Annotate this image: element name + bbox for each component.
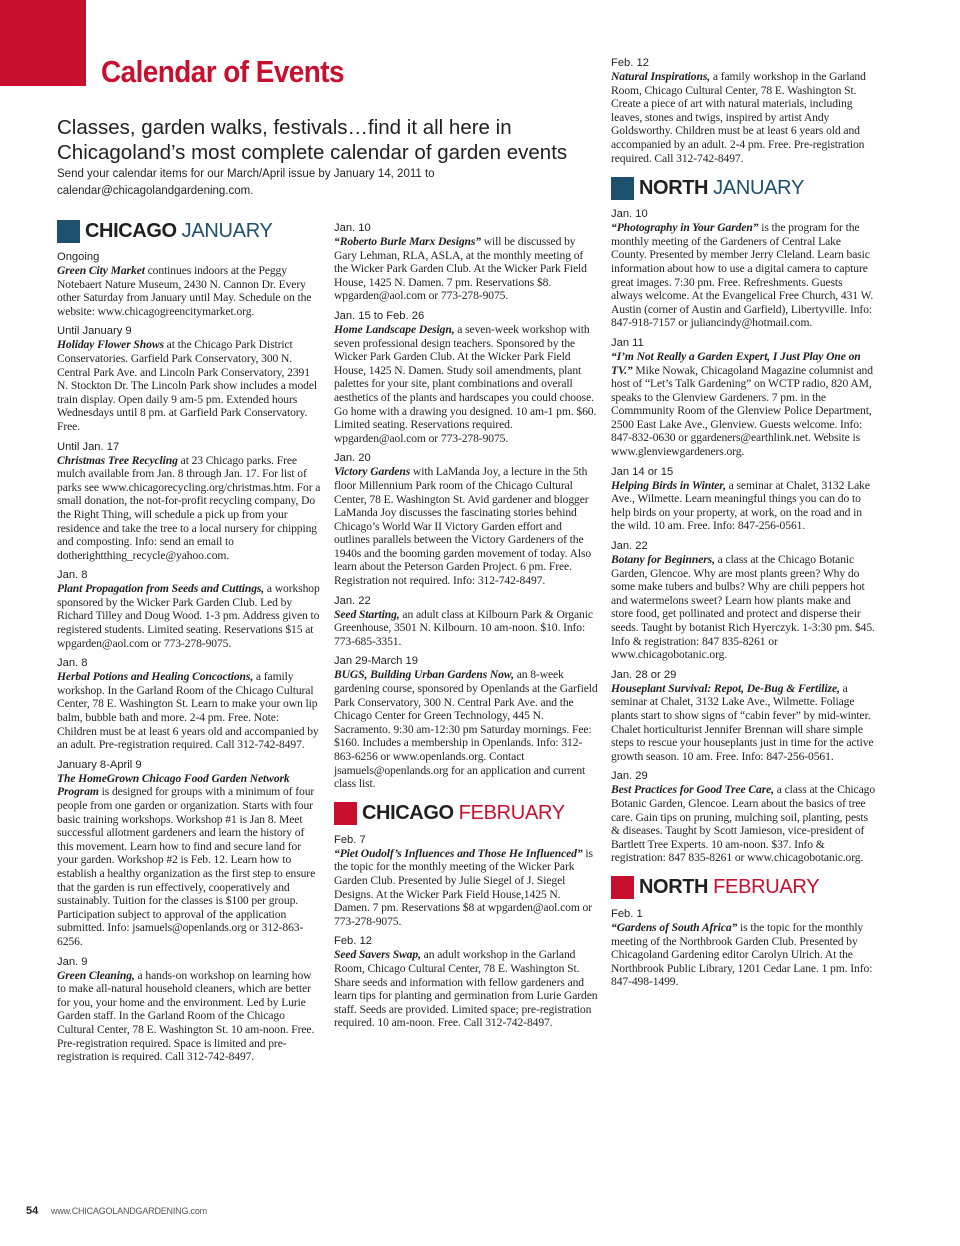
event-item bbox=[334, 833, 598, 929]
event-title: “Photography in Your Garden” bbox=[611, 221, 759, 235]
section-heading-north-january bbox=[611, 175, 875, 201]
event-title: “Piet Oudolf’s Influences and Those He Influenced” bbox=[334, 846, 583, 860]
event-text: with LaManda Joy, a lecture in the 5th floor Millennium Park room of the Chicago Cultural Center, 78 E. Washington St. Avid gardener and blogger LaManda Joy discusses the fascinating stories behind Chicago’s World War II Victory Garden effort and outlines parallels between the Victory Gardeners of the 1940s and the booming garden movement of today. Also learn about the Peterson Garden Project. 6 pm. Free. Registration not required. Info: 312-742-8497. bbox=[334, 465, 592, 588]
event-list bbox=[611, 207, 875, 865]
event-date: Jan 14 or 15 bbox=[611, 465, 674, 478]
event-description bbox=[334, 668, 598, 790]
event-description bbox=[611, 221, 875, 330]
event-item bbox=[334, 654, 598, 790]
submission-note bbox=[57, 166, 577, 200]
event-text: a workshop sponsored by the Wicker Park Garden Club. Led by Richard Tilley and Doug Wood. 1-3 pm. Address given to registered students. Limited seating. Reservations $15 at wpgarden@aol.com or 773-278-9075. bbox=[57, 582, 320, 650]
event-text: is the topic for the monthly meeting of the Wicker Park Garden Club. Presented by Julie Siegel of J. Siegel Designs. At the Wicker Park Field House,1425 N. Damen. 7 pm. Reservations $8 at wpgarden@aol.com or 773-278-9075. bbox=[334, 846, 593, 928]
event-date: Ongoing bbox=[57, 251, 100, 263]
event-item bbox=[57, 250, 321, 318]
event-item bbox=[611, 207, 875, 330]
note-line: Send your calendar items for our March/April issue by January 14, 2011 to bbox=[57, 168, 435, 180]
event-title: Houseplant Survival: Repot, De-Bug & Fertilize, bbox=[611, 681, 840, 695]
subtitle-line: Classes, garden walks, festivals…find it all here in bbox=[57, 116, 512, 139]
event-title: Seed Starting, bbox=[334, 607, 400, 621]
event-date: Jan. 10 bbox=[334, 222, 371, 234]
event-title: Christmas Tree Recycling bbox=[57, 453, 178, 467]
event-item bbox=[611, 465, 875, 533]
event-date: Jan. 15 to Feb. 26 bbox=[334, 309, 425, 322]
event-date: Jan. 9 bbox=[57, 955, 88, 968]
event-item bbox=[611, 56, 875, 165]
section-marker-icon bbox=[57, 220, 80, 243]
event-description bbox=[611, 783, 875, 865]
event-title: Holiday Flower Shows bbox=[57, 338, 164, 352]
event-item bbox=[334, 451, 598, 587]
page-footer bbox=[26, 1205, 207, 1217]
event-text: continues indoors at the Peggy Notebaert Nature Museum, 2430 N. Cannon Dr. Every other Saturday from January until May. Schedule on the website: www.chicagogreencitymarket.org. bbox=[57, 264, 312, 318]
event-date: Jan. 20 bbox=[334, 452, 371, 465]
event-description bbox=[57, 264, 321, 318]
section-region: NORTH bbox=[639, 876, 709, 899]
event-description bbox=[611, 70, 875, 165]
page-subtitle bbox=[57, 115, 597, 165]
event-description bbox=[334, 948, 598, 1030]
event-item bbox=[611, 769, 875, 865]
event-date: Jan 11 bbox=[611, 336, 644, 349]
section-region: NORTH bbox=[639, 176, 709, 199]
event-description bbox=[611, 553, 875, 662]
column-2 bbox=[334, 221, 598, 1036]
event-title: Home Landscape Design, bbox=[334, 322, 455, 336]
event-list bbox=[334, 833, 598, 1030]
event-item bbox=[57, 440, 321, 563]
event-text: a class at the Chicago Botanic Garden, Glencoe. Why are most plants green? Why do some make tubers and bulbs? Why are chili peppers hot and watermelons sweet? Learn how plants make and store food, get pollinated and protect and disperse their seeds. Taught by botanist Rich Hyerczyk. 1-3:30 pm. $45. Info & registration: 847 835-8261 or www.chicagobotanic.org. bbox=[611, 553, 875, 662]
event-title: Victory Gardens bbox=[334, 465, 411, 479]
event-date: Feb. 12 bbox=[334, 935, 372, 948]
event-date: Feb. 12 bbox=[611, 57, 649, 69]
event-text: at the Chicago Park District Conservatories. Garfield Park Conservatory, 300 N. Central Park Ave. and Lincoln Park Conservatory, 2391 N. Stockton Dr. The Lincoln Park show includes a model train display. Open daily 9 am-5 pm. Extended hours Wednesdays until 8 pm. at Garfield Park Conservatory. Free. bbox=[57, 338, 318, 433]
event-list bbox=[611, 907, 875, 989]
event-text: a hands-on workshop on learning how to make all-natural household cleaners, which are better for you, your home and the environment. Led by Lurie Garden staff. In the Garland Room of the Chicago Cultural Center, 78 E. Washington St. 10 am-noon. Free. Pre-registration required. Space is limited and pre-registration is required. Call 312-742-8497. bbox=[57, 968, 315, 1064]
event-text: at 23 Chicago parks. Free mulch available from Jan. 8 through Jan. 17. For list of parks see www.chicagorecycling.org/christmas.htm. For a small donation, the not-for-profit recycling company, Do the Right Thing, will schedule a pick up from your residence and take the tree to a local nursery for chipping and composting. Info: send an email to dotherightthing_recycle@yahoo.com. bbox=[57, 453, 321, 562]
event-item bbox=[611, 668, 875, 764]
event-text: a family workshop. In the Garland Room of the Chicago Cultural Center, 78 E. Washington St. Learn to make your own lip balm, bubble bath and more. 2-4 pm. Free. Note: Children must be at least 6 years old and accompanied by an adult. Pre-registration required. Call 312-742-8497. bbox=[57, 670, 319, 752]
event-title: “Roberto Burle Marx Designs” bbox=[334, 235, 481, 248]
event-list bbox=[334, 221, 598, 791]
event-item bbox=[57, 568, 321, 650]
event-title: Helping Birds in Winter, bbox=[611, 478, 726, 492]
event-text: a seven-week workshop with seven professional design teachers. Sponsored by the Wicker Park Garden Club. At the Wicker Park Field House, 1425 N. Damen. Study soil amendments, plant palettes for your site, plant combinations and overall aesthetics of the plants and hardscapes you could choose. Go home with a drawing you designed. 10 am-1 pm. $60. Limited seating. Reservations required. wpgarden@aol.com or 773-278-9075. bbox=[334, 322, 597, 445]
event-title: The HomeGrown Chicago Food Garden Network Program bbox=[57, 771, 290, 799]
event-description bbox=[57, 582, 321, 650]
event-title: Seed Savers Swap, bbox=[334, 948, 421, 962]
event-item bbox=[611, 336, 875, 459]
event-text: will be discussed by Gary Lehman, RLA, ASLA, at the monthly meeting of the Wicker Park Garden Club. At the Wicker Park Field House, 1425 N. Damen. 7 pm. Reservations $8. wpgarden@aol.com or 773-278-9075. bbox=[334, 235, 587, 303]
subtitle-line: Chicagoland’s most complete calendar of garden events bbox=[57, 141, 568, 164]
event-description bbox=[334, 847, 598, 929]
event-description bbox=[611, 350, 875, 459]
section-month: FEBRUARY bbox=[458, 802, 565, 825]
event-text: a class at the Chicago Botanic Garden, Glencoe. Learn about the basics of tree care. Gain tips on pruning, mulching soil, planting, pests & diseases. Taught by Scott Jamieson, vice-president of Bartlett Tree Experts. 10 am-noon. $37. Info & registration: 847 835-8261 or www.chicagobotanic.org. bbox=[611, 783, 876, 865]
section-region: CHICAGO bbox=[85, 219, 177, 242]
event-item bbox=[611, 907, 875, 989]
event-item bbox=[334, 309, 598, 445]
event-title: “I’m Not Really a Garden Expert, I Just Play One on TV.” bbox=[611, 349, 861, 377]
event-text: is designed for groups with a minimum of four people from one garden or organization. Starts with four basic training workshops. Workshop #1 is Jan 8. Meet successful allotment gardeners and learn the history of this movement. Learn how to find and secure land for your garden. Workshop #2 is Feb. 12. Learn how to establish a healthy organization as the first step to ensure that the garden is run effectively, cooperatively and sustainably. Tuition for the classes is $100 per group. Participation subject to approval of the application submitted. Info: jsamuels@openlands.org or 312-863-6256. bbox=[57, 785, 316, 948]
event-text: is the topic for the monthly meeting of the Northbrook Garden Club. Presented by Chicagoland Gardening editor Carolyn Ulrich. At the Northbrook Public Library, 1201 Cedar Lane. 1 pm. Info: 847-498-1499. bbox=[611, 920, 873, 989]
section-heading-chicago-january bbox=[57, 218, 321, 244]
event-date: Until January 9 bbox=[57, 325, 132, 338]
event-item bbox=[334, 934, 598, 1030]
event-title: Botany for Beginners, bbox=[611, 553, 715, 567]
section-month: JANUARY bbox=[713, 176, 804, 199]
column-3 bbox=[611, 56, 875, 995]
event-item bbox=[57, 324, 321, 433]
corner-color-block bbox=[0, 0, 86, 86]
section-region: CHICAGO bbox=[362, 802, 454, 825]
website-link[interactable]: www.CHICAGOLANDGARDENING.com bbox=[51, 1206, 207, 1216]
event-title: BUGS, Building Urban Gardens Now, bbox=[334, 668, 514, 682]
column-1 bbox=[57, 218, 321, 1070]
event-item bbox=[334, 221, 598, 303]
event-date: Jan. 10 bbox=[611, 208, 648, 221]
event-title: “Gardens of South Africa” bbox=[611, 920, 738, 934]
section-marker-icon bbox=[611, 177, 634, 200]
event-date: Until Jan. 17 bbox=[57, 440, 120, 453]
section-marker-icon bbox=[611, 876, 634, 899]
event-text: an adult workshop in the Garland Room, Chicago Cultural Center, 78 E. Washington St. Share seeds and information with fellow gardeners and learn tips for planting and germination from Lurie Garden staff. Seeds are provided. Limited space; pre-registration required. 10 am-noon. Free. Call 312-742-8497. bbox=[334, 948, 598, 1030]
event-item bbox=[611, 539, 875, 662]
event-description bbox=[334, 608, 598, 649]
section-month: JANUARY bbox=[181, 219, 273, 242]
event-description bbox=[57, 969, 321, 1064]
page-number: 54 bbox=[26, 1205, 39, 1217]
event-title: Best Practices for Good Tree Care, bbox=[611, 783, 774, 797]
event-list bbox=[57, 250, 321, 1064]
section-month: FEBRUARY bbox=[713, 876, 820, 899]
event-description bbox=[611, 921, 875, 989]
event-title: Herbal Potions and Healing Concoctions, bbox=[57, 670, 254, 684]
event-date: Jan. 8 bbox=[57, 657, 88, 670]
event-date: January 8-April 9 bbox=[57, 758, 142, 771]
event-text: Mike Nowak, Chicagoland Magazine columnist and host of “Let’s Talk Gardening” on WCTP radio, 820 AM, speaks to the Glenview Gardeners. 7 pm. in the Commmunity Room of the Glenview Police Department, 2500 East Lake Ave., Glenview. Guests welcome. Info: 847-832-0630 or ggardeners@earthlink.net. Website is www.glenviewgardeners.org. bbox=[611, 363, 873, 459]
event-description bbox=[611, 479, 875, 533]
event-description bbox=[334, 323, 598, 445]
event-description bbox=[57, 772, 321, 949]
event-item bbox=[57, 656, 321, 752]
event-item bbox=[57, 758, 321, 949]
event-text: a seminar at Chalet, 3132 Lake Ave., Wilmette. Learn meaningful things you can do to help birds on your property, at work, on the road and in the wild. 10 am. Free. Info: 847-256-0561. bbox=[611, 478, 870, 533]
event-text: an 8-week gardening course, sponsored by Openlands at the Garfield Park Conservatory, 300 N. Central Park Ave. and the Chicago Center for Green Technology, 445 N. Sacramento. 9:30 am-12:30 pm Saturday mornings. Fee: $160. Includes a membership in Openlands. Info: 312-863-6256 or www.openlands.org. Contact jsamuels@openlands.org for an application and current class list. bbox=[334, 668, 598, 791]
event-description bbox=[611, 682, 875, 764]
section-heading-chicago-february bbox=[334, 801, 598, 827]
section-marker-icon bbox=[334, 802, 357, 825]
event-text: is the program for the monthly meeting of the Gardeners of Central Lake County. Presented by member Jerry Cleland. Learn basic information about how to use a digital camera to capture great images. 7:30 pm. Free. Refreshments. Guests always welcome. At the Evangelical Free Church, 431 W. Austin (corner of Austin and Garfield), Libertyville. Info: 847-918-7157 or juliancindy@hotmail.com. bbox=[611, 221, 874, 330]
event-date: Jan. 28 or 29 bbox=[611, 668, 677, 681]
event-date: Jan. 8 bbox=[57, 569, 88, 582]
page-title: Calendar of Events bbox=[101, 54, 345, 89]
event-description bbox=[57, 338, 321, 433]
event-description bbox=[57, 454, 321, 563]
event-date: Jan 29-March 19 bbox=[334, 655, 418, 668]
event-title: Green City Market bbox=[57, 264, 145, 277]
note-line: calendar@chicagolandgardening.com. bbox=[57, 185, 254, 197]
event-date: Feb. 1 bbox=[611, 907, 643, 920]
event-title: Green Cleaning, bbox=[57, 968, 135, 982]
event-list bbox=[611, 56, 875, 165]
event-date: Jan. 22 bbox=[611, 540, 648, 553]
event-description bbox=[334, 465, 598, 587]
event-date: Jan. 22 bbox=[334, 594, 371, 607]
event-item bbox=[334, 594, 598, 649]
event-date: Feb. 7 bbox=[334, 833, 366, 846]
event-description bbox=[57, 670, 321, 752]
event-title: Plant Propagation from Seeds and Cuttings, bbox=[57, 582, 265, 596]
event-text: a family workshop in the Garland Room, Chicago Cultural Center, 78 E. Washington St. Create a piece of art with natural materials, including leaves, stones and twigs, inspired by artist Andy Goldsworthy. Children must be at least 6 years old and accompanied by an adult. 2-4 pm. Free. Pre-registration required. Call 312-742-8497. bbox=[611, 70, 866, 165]
event-item bbox=[57, 955, 321, 1064]
event-date: Jan. 29 bbox=[611, 770, 648, 783]
event-description bbox=[334, 235, 598, 303]
section-heading-north-february bbox=[611, 875, 875, 901]
event-title: Natural Inspirations, bbox=[611, 70, 711, 83]
event-text: a seminar at Chalet, 3132 Lake Ave., Wilmette. Foliage plants start to show signs of “cabin fever” by mid-winter. Chalet horticulturist Jennifer Brennan will share simple steps to rescue your houseplants just in time for the active growth season. 10 am. Free. Info: 847-256-0561. bbox=[611, 681, 874, 763]
event-text: an adult class at Kilbourn Park & Organic Greenhouse, 3501 N. Kilbourn. 10 am-noon. $10. Info: 773-685-3351. bbox=[334, 607, 593, 648]
